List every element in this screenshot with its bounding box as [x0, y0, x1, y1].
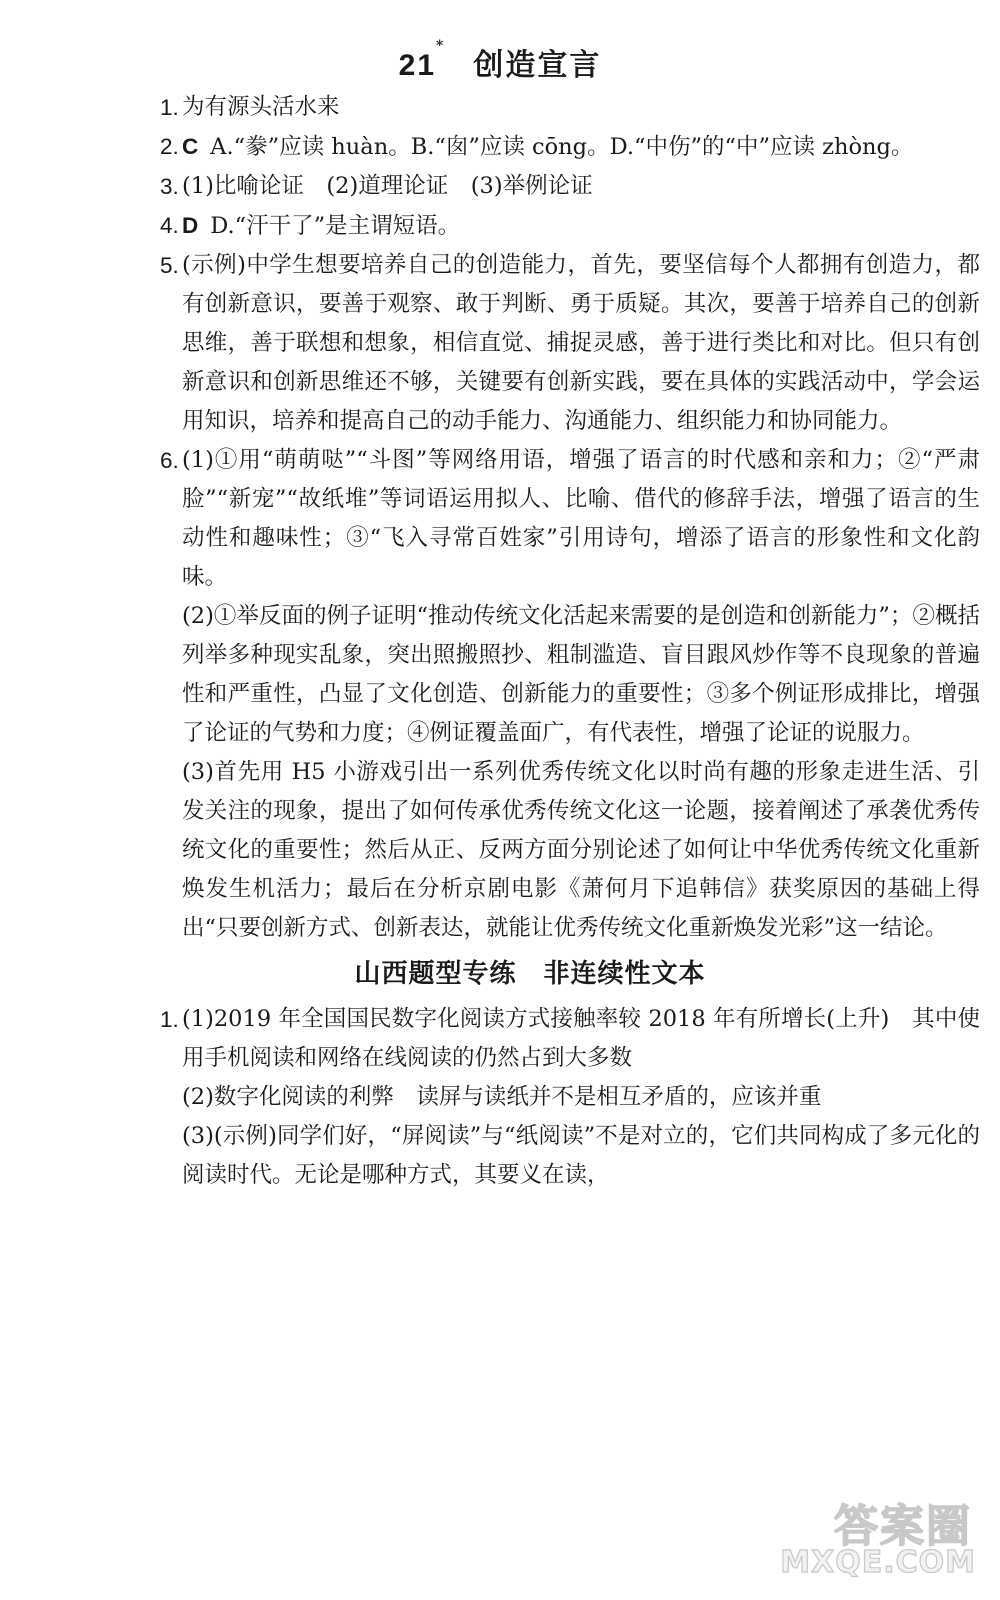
answer-text-part-1: (1)2019 年全国国民数字化阅读方式接触率较 2018 年有所增长(上升) 其中使用手机阅读和网络在线阅读的仍然占到大多数	[182, 1006, 980, 1071]
answer-item-5	[160, 246, 980, 441]
answer-item-3	[160, 167, 980, 206]
question-number: 2.	[160, 134, 179, 159]
answer-text: A.“豢”应读 huàn。B.“囱”应读 cōng。D.“中伤”的“中”应读 zhòng。	[210, 134, 914, 160]
watermark-brand: 答案圈	[834, 1501, 972, 1552]
question-number: 5.	[160, 253, 179, 278]
question-number: 3.	[160, 174, 179, 199]
lesson-mark: *	[436, 38, 446, 54]
answer-text: (1)比喻论证 (2)道理论证 (3)举例论证	[182, 173, 593, 199]
question-number: 6.	[160, 448, 179, 473]
answer-item-6	[160, 441, 980, 597]
answer-text-part-1: (1)①用“萌萌哒”“斗图”等网络用语，增强了语言的时代感和亲和力；②“严肃脸”“新宠”“故纸堆”等词语运用拟人、比喻、借代的修辞手法，增强了语言的生动性和趣味性；③“飞入寻常百姓家”引用诗句，增添了语言的形象性和文化韵味。	[182, 447, 980, 590]
answer-text: 为有源头活水来	[182, 94, 340, 120]
answer-item-4	[160, 206, 980, 246]
section-heading: 山西题型专练 非连续性文本	[354, 959, 706, 989]
question-number: 1.	[160, 1007, 179, 1032]
answer-choice: C	[182, 134, 199, 159]
lesson-name: 创造宣言	[473, 48, 602, 83]
question-number: 1.	[160, 95, 179, 120]
answer-text-part-3: (3)(示例)同学们好，“屏阅读”与“纸阅读”不是对立的，它们共同构成了多元化的阅读时代。无论是哪种方式，其要义在读，	[182, 1123, 980, 1188]
answer-content	[160, 88, 980, 1195]
watermark-url: MXQE.COM	[780, 1545, 976, 1580]
answer-text-part-2: (2)①举反面的例子证明“推动传统文化活起来需要的是创造和创新能力”；②概括列举多种现实乱象，突出照搬照抄、粗制滥造、盲目跟风炒作等不良现象的普遍性和严重性，凸显了文化创造、创新能力的重要性；③多个例证形成排比，增强了论证的气势和力度；④例证覆盖面广，有代表性，增强了论证的说服力。	[182, 603, 980, 746]
answer-text: (示例)中学生想要培养自己的创造能力，首先，要坚信每个人都拥有创造力，都有创新意识，要善于观察、敢于判断、勇于质疑。其次，要善于培养自己的创新思维，善于联想和想象，相信直觉、捕捉灵感，善于进行类比和对比。但只有创新意识和创新思维还不够，关键要有创新实践，要在具体的实践活动中，学会运用知识，培养和提高自己的动手能力、沟通能力、组织能力和协同能力。	[182, 252, 980, 434]
answer-text-part-2: (2)数字化阅读的利弊 读屏与读纸并不是相互矛盾的，应该并重	[182, 1084, 822, 1110]
site-watermark-logo	[782, 1490, 982, 1580]
answer-choice: D	[182, 213, 199, 238]
section2-answer-item-1	[160, 1000, 980, 1078]
lesson-number: 21	[398, 49, 437, 82]
question-number: 4.	[160, 213, 179, 238]
answer-item-2	[160, 127, 980, 167]
answer-text-part-3: (3)首先用 H5 小游戏引出一系列优秀传统文化以时尚有趣的形象走进生活、引发关注的现象，提出了如何传承优秀传统文化这一论题，接着阐述了承袭优秀传统文化的重要性；然后从正、反两方面分别论述了如何让中华优秀传统文化重新焕发生机活力；最后在分析京剧电影《萧何月下追韩信》获奖原因的基础上得出“只要创新方式、创新表达，就能让优秀传统文化重新焕发光彩”这一结论。	[182, 759, 980, 941]
answer-item-1	[160, 88, 980, 127]
lesson-title	[0, 40, 1000, 84]
answer-text: D.“汗干了”是主谓短语。	[210, 213, 461, 239]
